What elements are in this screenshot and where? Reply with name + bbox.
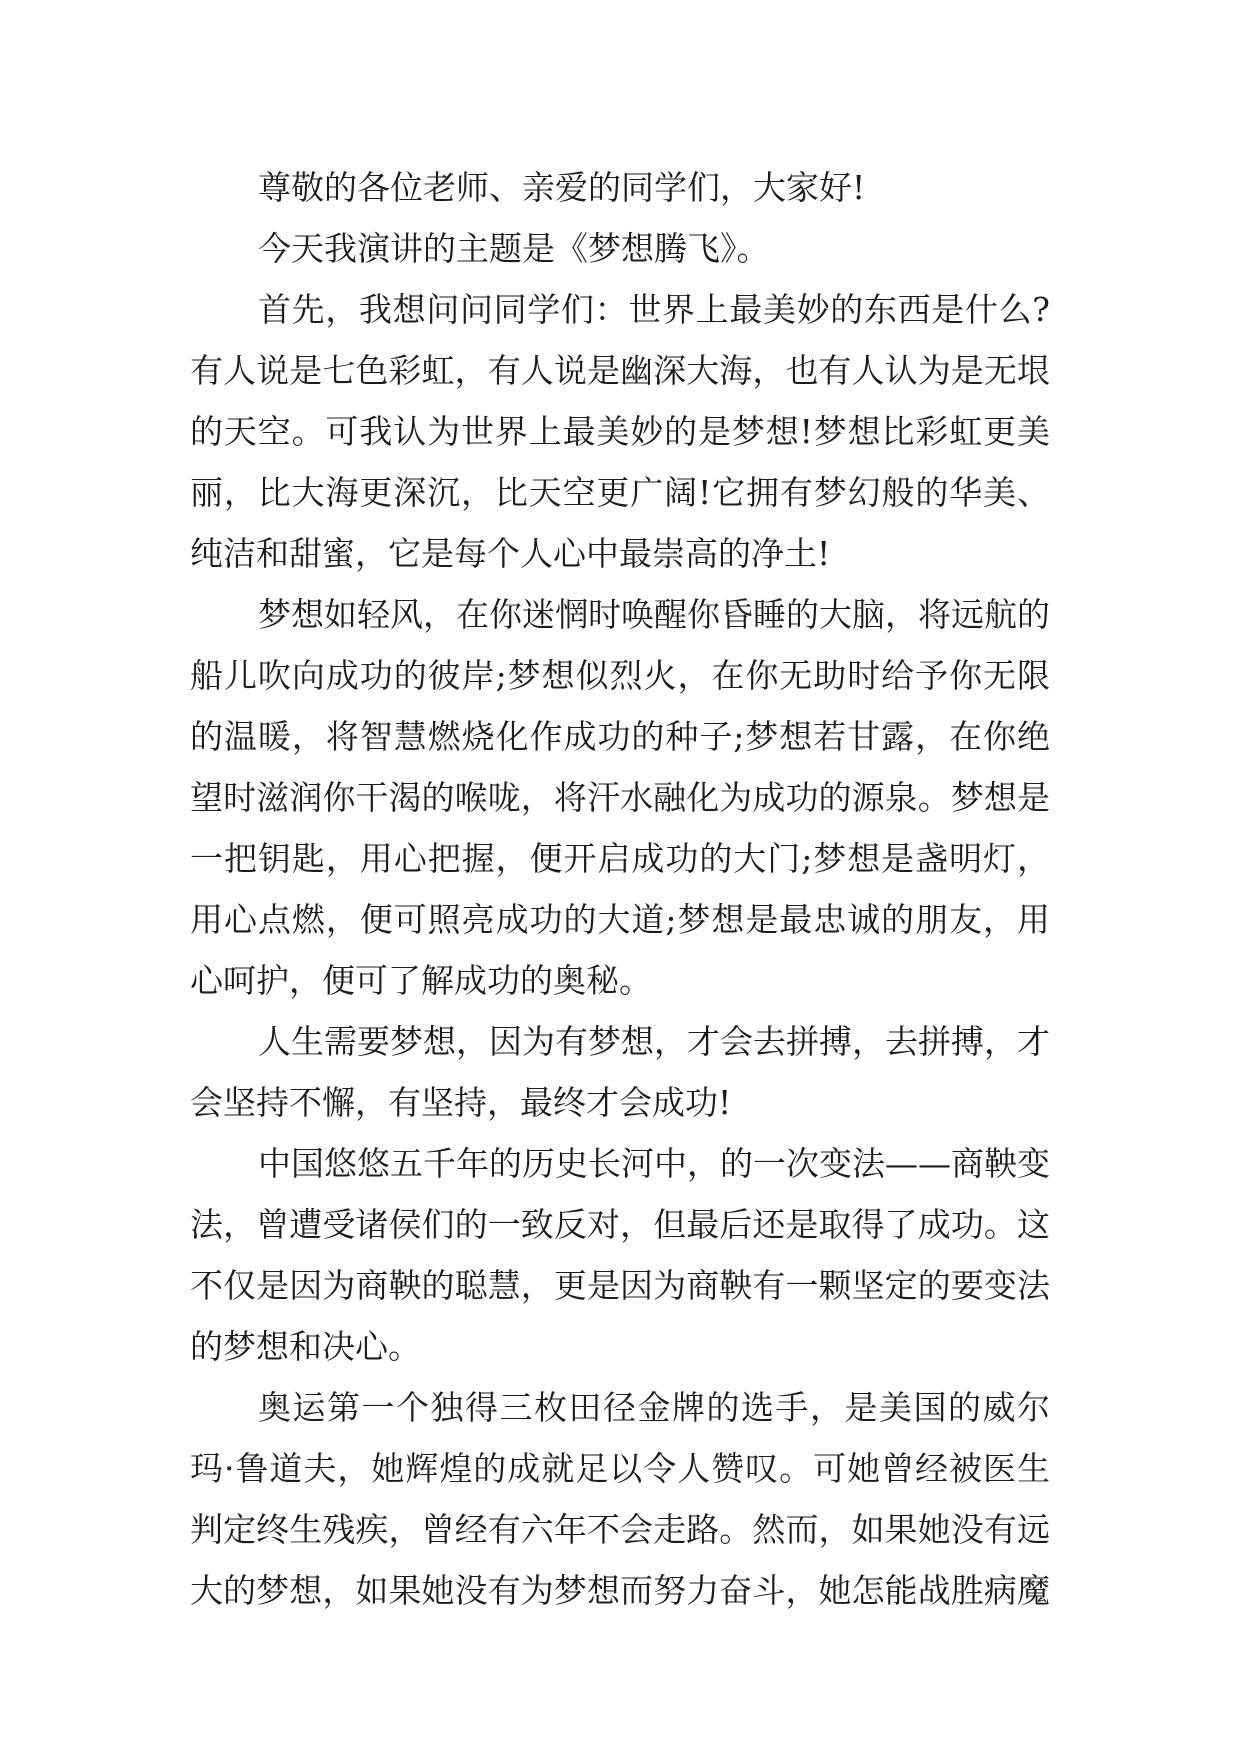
- text-line: 中国悠悠五千年的历史长河中，的一次变法——商鞅变: [258, 1144, 1050, 1183]
- paragraph-question: [190, 279, 1050, 584]
- text-line: 有人说是七色彩虹，有人说是幽深大海，也有人认为是无垠: [190, 351, 1050, 390]
- text-line: 尊敬的各位老师、亲爱的同学们，大家好!: [258, 168, 866, 207]
- text-line: 奥运第一个独得三枚田径金牌的选手，是美国的威尔: [258, 1388, 1050, 1427]
- text-line: 的天空。可我认为世界上最美妙的是梦想!梦想比彩虹更美: [190, 412, 1050, 451]
- text-line: 玛·鲁道夫，她辉煌的成就足以令人赞叹。可她曾经被医生: [190, 1449, 1050, 1488]
- text-line: 心呵护，便可了解成功的奥秘。: [190, 961, 652, 1000]
- text-line: 一把钥匙，用心把握，便开启成功的大门;梦想是盏明灯，: [190, 839, 1050, 878]
- text-line: 望时滋润你干渴的喉咙，将汗水融化为成功的源泉。梦想是: [190, 778, 1050, 817]
- text-line: 判定终生残疾，曾经有六年不会走路。然而，如果她没有远: [190, 1510, 1050, 1549]
- text-line: 的梦想和决心。: [190, 1327, 421, 1366]
- text-line: 法，曾遭受诸侯们的一致反对，但最后还是取得了成功。这: [190, 1205, 1050, 1244]
- text-line: 用心点燃，便可照亮成功的大道;梦想是最忠诚的朋友，用: [190, 900, 1050, 939]
- text-line: 船儿吹向成功的彼岸;梦想似烈火，在你无助时给予你无限: [190, 656, 1050, 695]
- document-body: [190, 157, 1050, 1621]
- text-line: 首先，我想问问同学们：世界上最美妙的东西是什么?: [258, 290, 1050, 329]
- text-line: 人生需要梦想，因为有梦想，才会去拼搏，去拼搏，才: [258, 1022, 1050, 1061]
- paragraph-shang-yang: [190, 1133, 1050, 1377]
- paragraph-greeting: [190, 157, 1050, 218]
- text-line: 纯洁和甜蜜，它是每个人心中最崇高的净土!: [190, 534, 831, 573]
- text-line: 丽，比大海更深沉，比天空更广阔!它拥有梦幻般的华美、: [190, 473, 1050, 512]
- text-line: 的温暖，将智慧燃烧化作成功的种子;梦想若甘露，在你绝: [190, 717, 1050, 756]
- text-line: 今天我演讲的主题是《梦想腾飞》。: [258, 229, 770, 268]
- paragraph-life-needs-dreams: [190, 1011, 1050, 1133]
- paragraph-wilma-rudolph: [190, 1377, 1050, 1621]
- paragraph-topic: [190, 218, 1050, 279]
- text-line: 会坚持不懈，有坚持，最终才会成功!: [190, 1083, 732, 1122]
- text-line: 不仅是因为商鞅的聪慧，更是因为商鞅有一颗坚定的要变法: [190, 1266, 1050, 1305]
- paragraph-dream-metaphors: [190, 584, 1050, 1011]
- text-line: 大的梦想，如果她没有为梦想而努力奋斗，她怎能战胜病魔: [190, 1571, 1050, 1610]
- text-line: 梦想如轻风，在你迷惘时唤醒你昏睡的大脑，将远航的: [258, 595, 1050, 634]
